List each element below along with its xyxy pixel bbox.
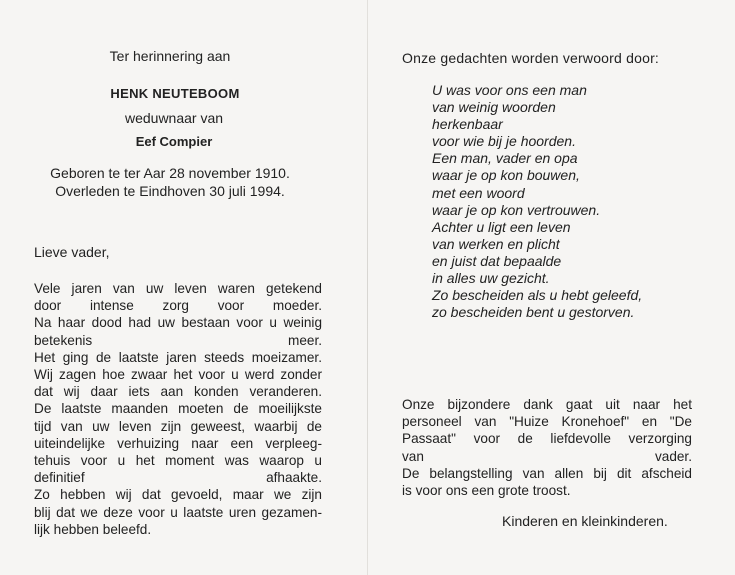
letter-line: uiteindelijke verhuizing naar een verpleeg- xyxy=(34,435,322,451)
widower-of-text: weduwnaar van xyxy=(124,110,224,126)
poem-line: herkenbaar xyxy=(432,116,503,133)
letter-line: tijd van uw leven zijn geweest, waarbij de xyxy=(34,418,322,434)
letter-line: Het ging de laatste jaren steeds moeizamer. xyxy=(34,349,322,365)
poem-line: zo bescheiden bent u gestorven. xyxy=(432,304,635,321)
letter-line: tehuis voor u het moment was waarop u xyxy=(34,453,322,469)
letter-line: lijk hebben beleefd. xyxy=(34,521,152,537)
salutation: Lieve vader, xyxy=(34,244,110,260)
poem-line: voor wie bij je hoorden. xyxy=(432,133,576,150)
card-fold xyxy=(367,0,368,575)
letter-line: door intense zorg voor moeder. xyxy=(34,298,322,314)
letter-line: dat wij daar iets aan konden veranderen. xyxy=(34,384,322,400)
letter-line: blij dat we deze voor u laatste uren gezamen- xyxy=(34,504,322,520)
poem-line: waar je op kon vertrouwen. xyxy=(432,201,601,218)
poem-line: in alles uw gezicht. xyxy=(432,270,550,287)
letter-line: Na haar dood had uw bestaan voor u weinig xyxy=(34,315,322,331)
letter-line: Vele jaren van uw leven waren getekend xyxy=(34,281,322,296)
intro-text: Ter herinnering aan xyxy=(109,48,231,64)
letter-line: Zo hebben wij dat gevoeld, maar we zijn xyxy=(34,487,322,503)
poem xyxy=(432,82,642,321)
letter-line: definitief afhaakte. xyxy=(34,470,322,486)
thanks-text xyxy=(402,396,692,499)
letter-line: De laatste maanden moeten de moeilijkste xyxy=(34,401,322,417)
spouse-name: Eef Compier xyxy=(135,134,213,149)
life-dates xyxy=(0,164,340,200)
letter-line: Wij zagen hoe zwaar het voor u werd zonder xyxy=(34,367,322,383)
poem-line: en juist dat bepaalde xyxy=(432,252,562,269)
deceased-name: HENK NEUTEBOOM xyxy=(110,86,240,101)
poem-line: Zo bescheiden als u hebt geleefd, xyxy=(432,287,643,304)
thanks-line: is voor ons een grote troost. xyxy=(402,483,571,499)
poem-line: van werken en plicht xyxy=(432,235,560,252)
thanks-line: van vader. xyxy=(402,448,692,464)
poem-line: U was voor ons een man xyxy=(432,82,587,98)
died-line: Overleden te Eindhoven 30 juli 1994. xyxy=(55,183,285,199)
born-line: Geboren te ter Aar 28 november 1910. xyxy=(50,165,290,181)
thanks-line: Passaat" voor de liefdevolle verzorging xyxy=(402,431,692,447)
letter-line: betekenis meer. xyxy=(34,332,322,348)
thanks-line: Onze bijzondere dank gaat uit naar het xyxy=(402,397,692,412)
poem-line: met een woord xyxy=(432,184,525,201)
thanks-line: De belangstelling van allen bij dit afscheid xyxy=(402,465,692,481)
poem-intro: Onze gedachten worden verwoord door: xyxy=(402,50,660,66)
poem-line: van weinig woorden xyxy=(432,99,556,116)
letter-text xyxy=(34,280,322,538)
poem-line: Een man, vader en opa xyxy=(432,150,578,167)
signoff: Kinderen en kleinkinderen. xyxy=(502,513,668,529)
thanks-line: personeel van "Huize Kronehoef" en "De xyxy=(402,414,692,430)
poem-line: waar je op kon bouwen, xyxy=(432,167,580,184)
poem-line: Achter u ligt een leven xyxy=(432,218,571,235)
